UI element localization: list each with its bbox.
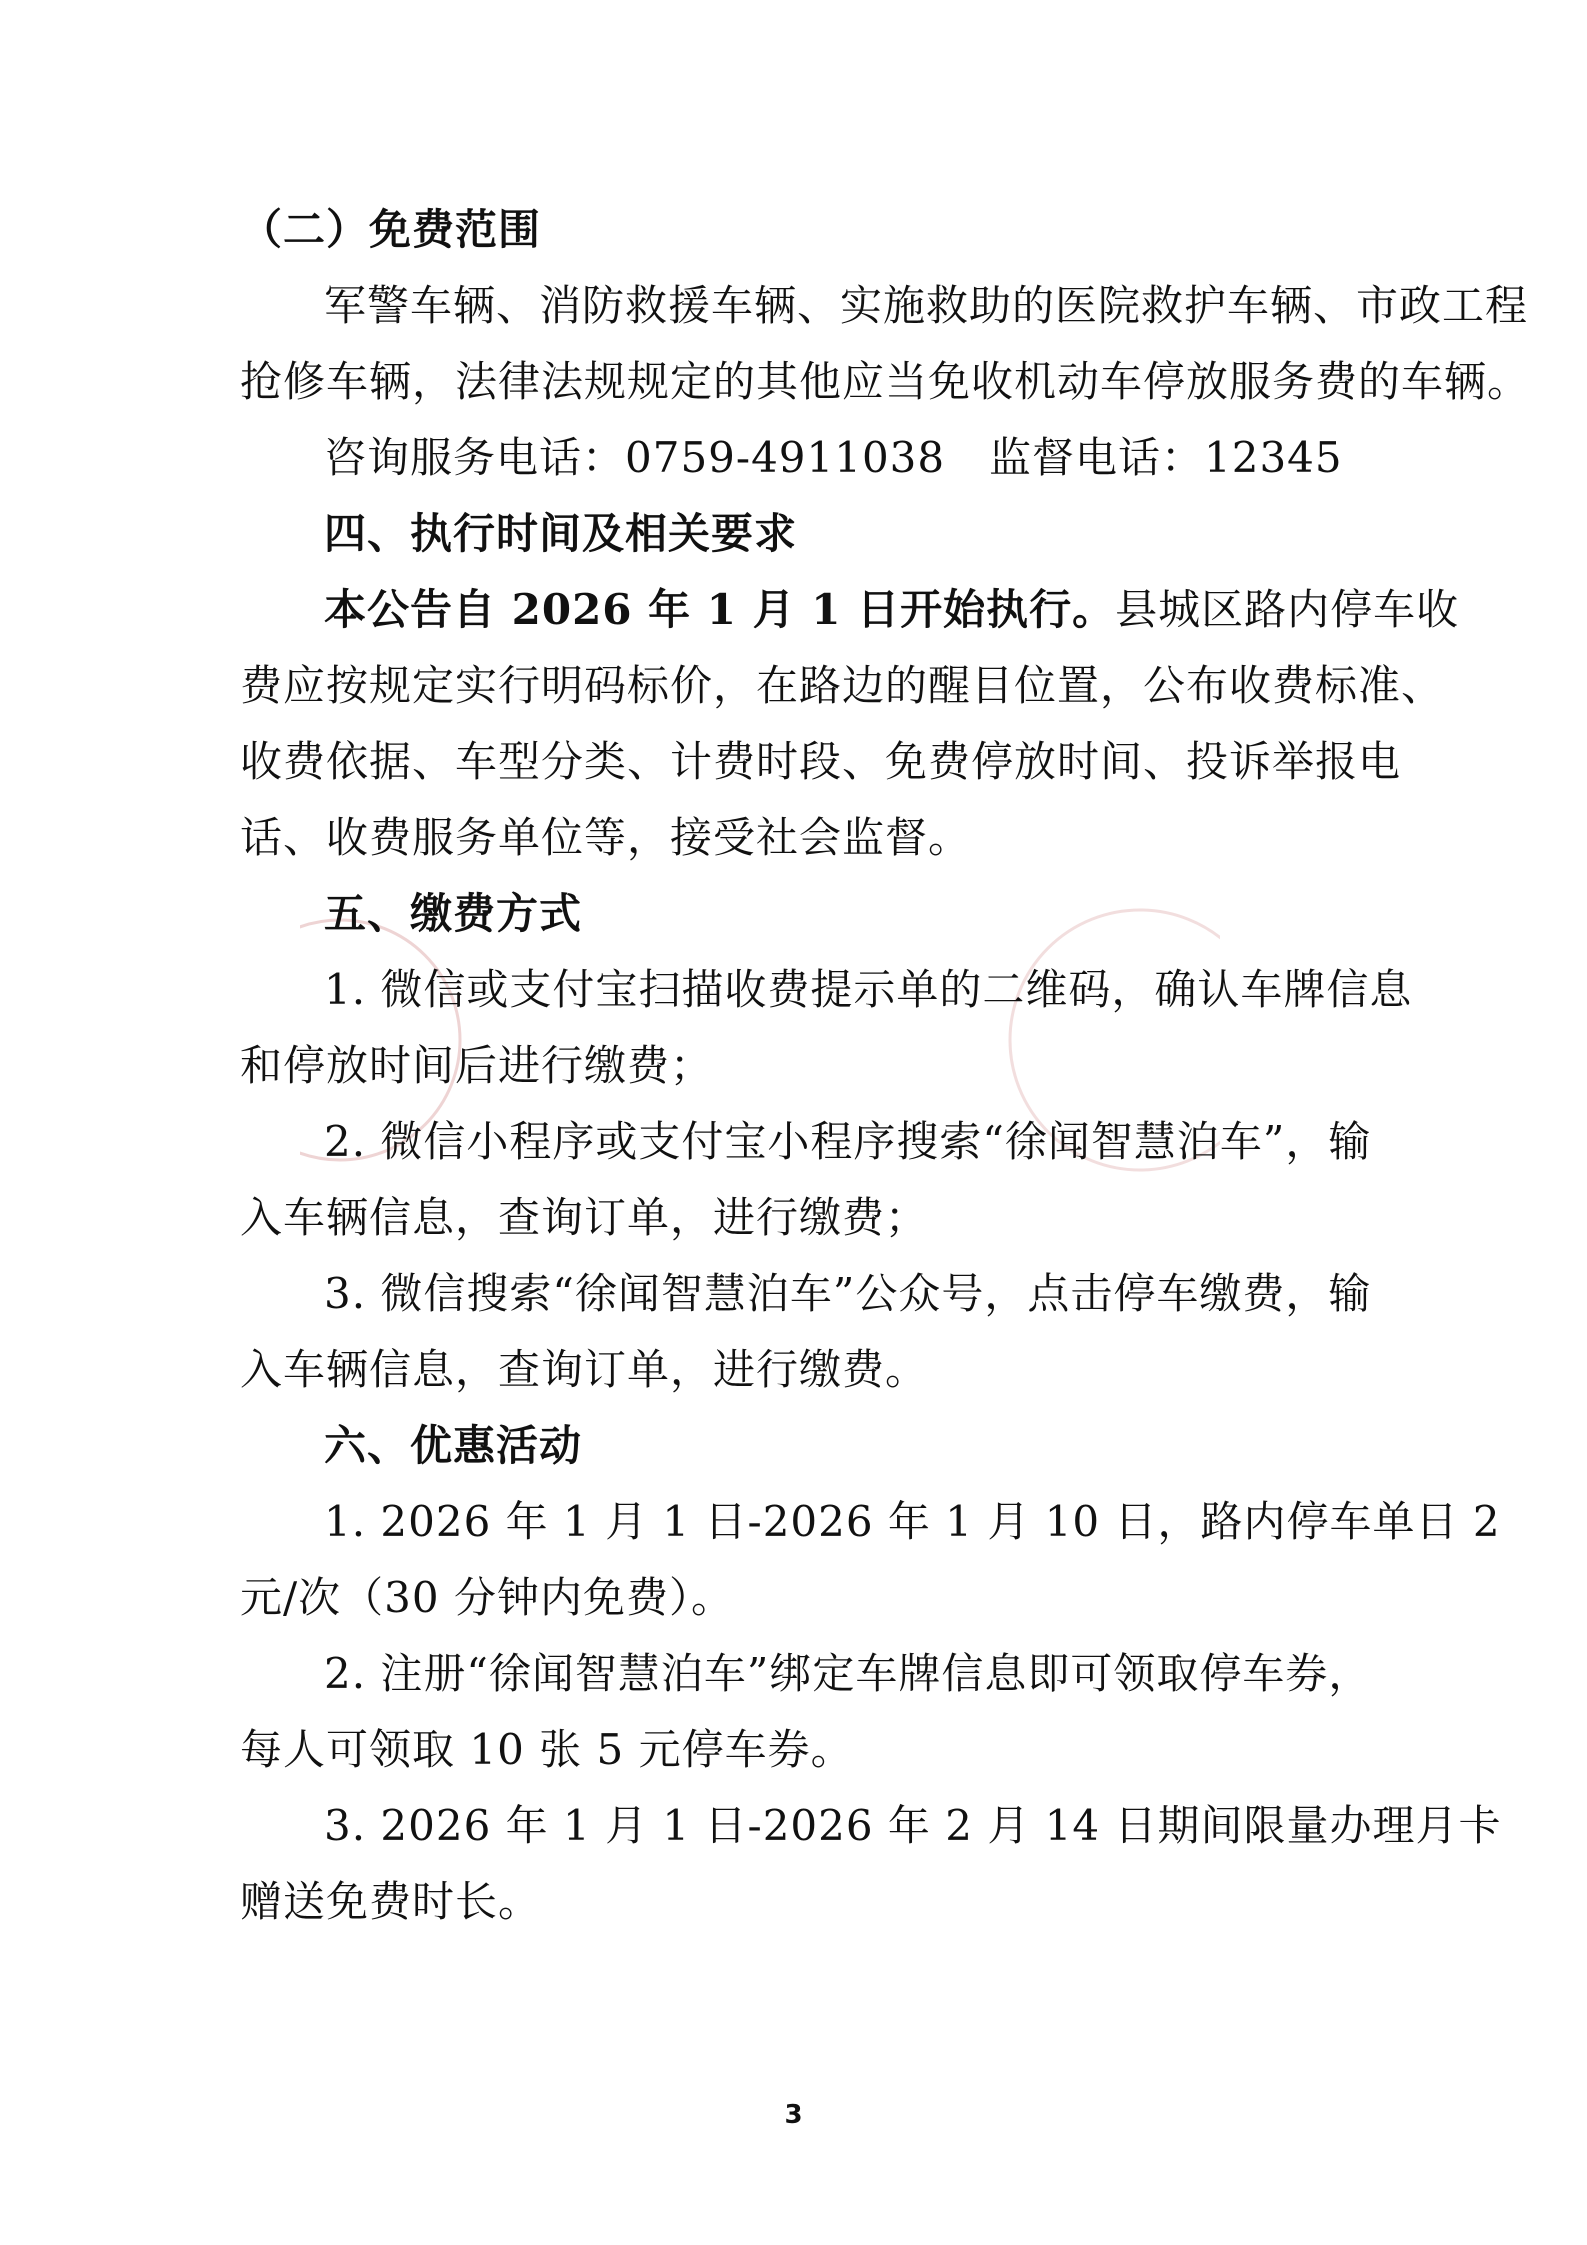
payment-item-3-line1: 3. 微信搜索“徐闻智慧泊车”公众号，点击停车缴费，输 — [324, 1269, 1372, 1318]
promotion-item-3-line1: 3. 2026 年 1 月 1 日-2026 年 2 月 14 日期间限量办理月卡 — [324, 1801, 1502, 1850]
effective-line-rest: 县城区路内停车收 — [1115, 585, 1460, 634]
document-body — [240, 192, 1531, 1940]
payment-item-1-line2: 和停放时间后进行缴费； — [240, 1041, 714, 1090]
paragraph-line: 收费依据、车型分类、计费时段、免费停放时间、投诉举报电 — [240, 737, 1402, 786]
payment-item-2-line2: 入车辆信息，查询订单，进行缴费； — [240, 1193, 929, 1242]
page-number: 3 — [784, 2100, 803, 2130]
promotion-item-2-line1: 2. 注册“徐闻智慧泊车”绑定车牌信息即可领取停车券， — [324, 1649, 1372, 1698]
payment-item-1-line1: 1. 微信或支付宝扫描收费提示单的二维码，确认车牌信息 — [324, 965, 1413, 1014]
payment-item-3-line2: 入车辆信息，查询订单，进行缴费。 — [240, 1345, 929, 1394]
phone-row — [240, 420, 1350, 496]
paragraph-line: 话、收费服务单位等，接受社会监督。 — [240, 813, 972, 862]
promotion-item-1-line1: 1. 2026 年 1 月 1 日-2026 年 1 月 10 日，路内停车单日 2 — [324, 1497, 1501, 1546]
consult-phone: 咨询服务电话：0759-4911038 — [324, 433, 946, 482]
supervise-phone: 监督电话：12345 — [989, 433, 1343, 482]
paragraph-line: 费应按规定实行明码标价，在路边的醒目位置，公布收费标准、 — [240, 661, 1445, 710]
section-heading-payment: 五、缴费方式 — [324, 889, 583, 938]
promotion-item-2-line2: 每人可领取 10 张 5 元停车券。 — [240, 1725, 854, 1774]
paragraph-line: 抢修车辆，法律法规规定的其他应当免收机动车停放服务费的车辆。 — [240, 357, 1531, 406]
promotion-item-1-line2: 元/次（30 分钟内免费）。 — [240, 1573, 734, 1622]
paragraph-line — [240, 572, 1460, 648]
section-heading-promotion: 六、优惠活动 — [324, 1421, 583, 1470]
paragraph-line: 军警车辆、消防救援车辆、实施救助的医院救护车辆、市政工程 — [324, 281, 1529, 330]
promotion-item-3-line2: 赠送免费时长。 — [240, 1877, 542, 1926]
payment-item-2-line1: 2. 微信小程序或支付宝小程序搜索“徐闻智慧泊车”，输 — [324, 1117, 1372, 1166]
section-heading-effective: 四、执行时间及相关要求 — [324, 509, 798, 558]
effective-date-statement: 本公告自 2026 年 1 月 1 日开始执行。 — [324, 585, 1116, 634]
section-heading-free-scope: （二）免费范围 — [240, 205, 542, 254]
